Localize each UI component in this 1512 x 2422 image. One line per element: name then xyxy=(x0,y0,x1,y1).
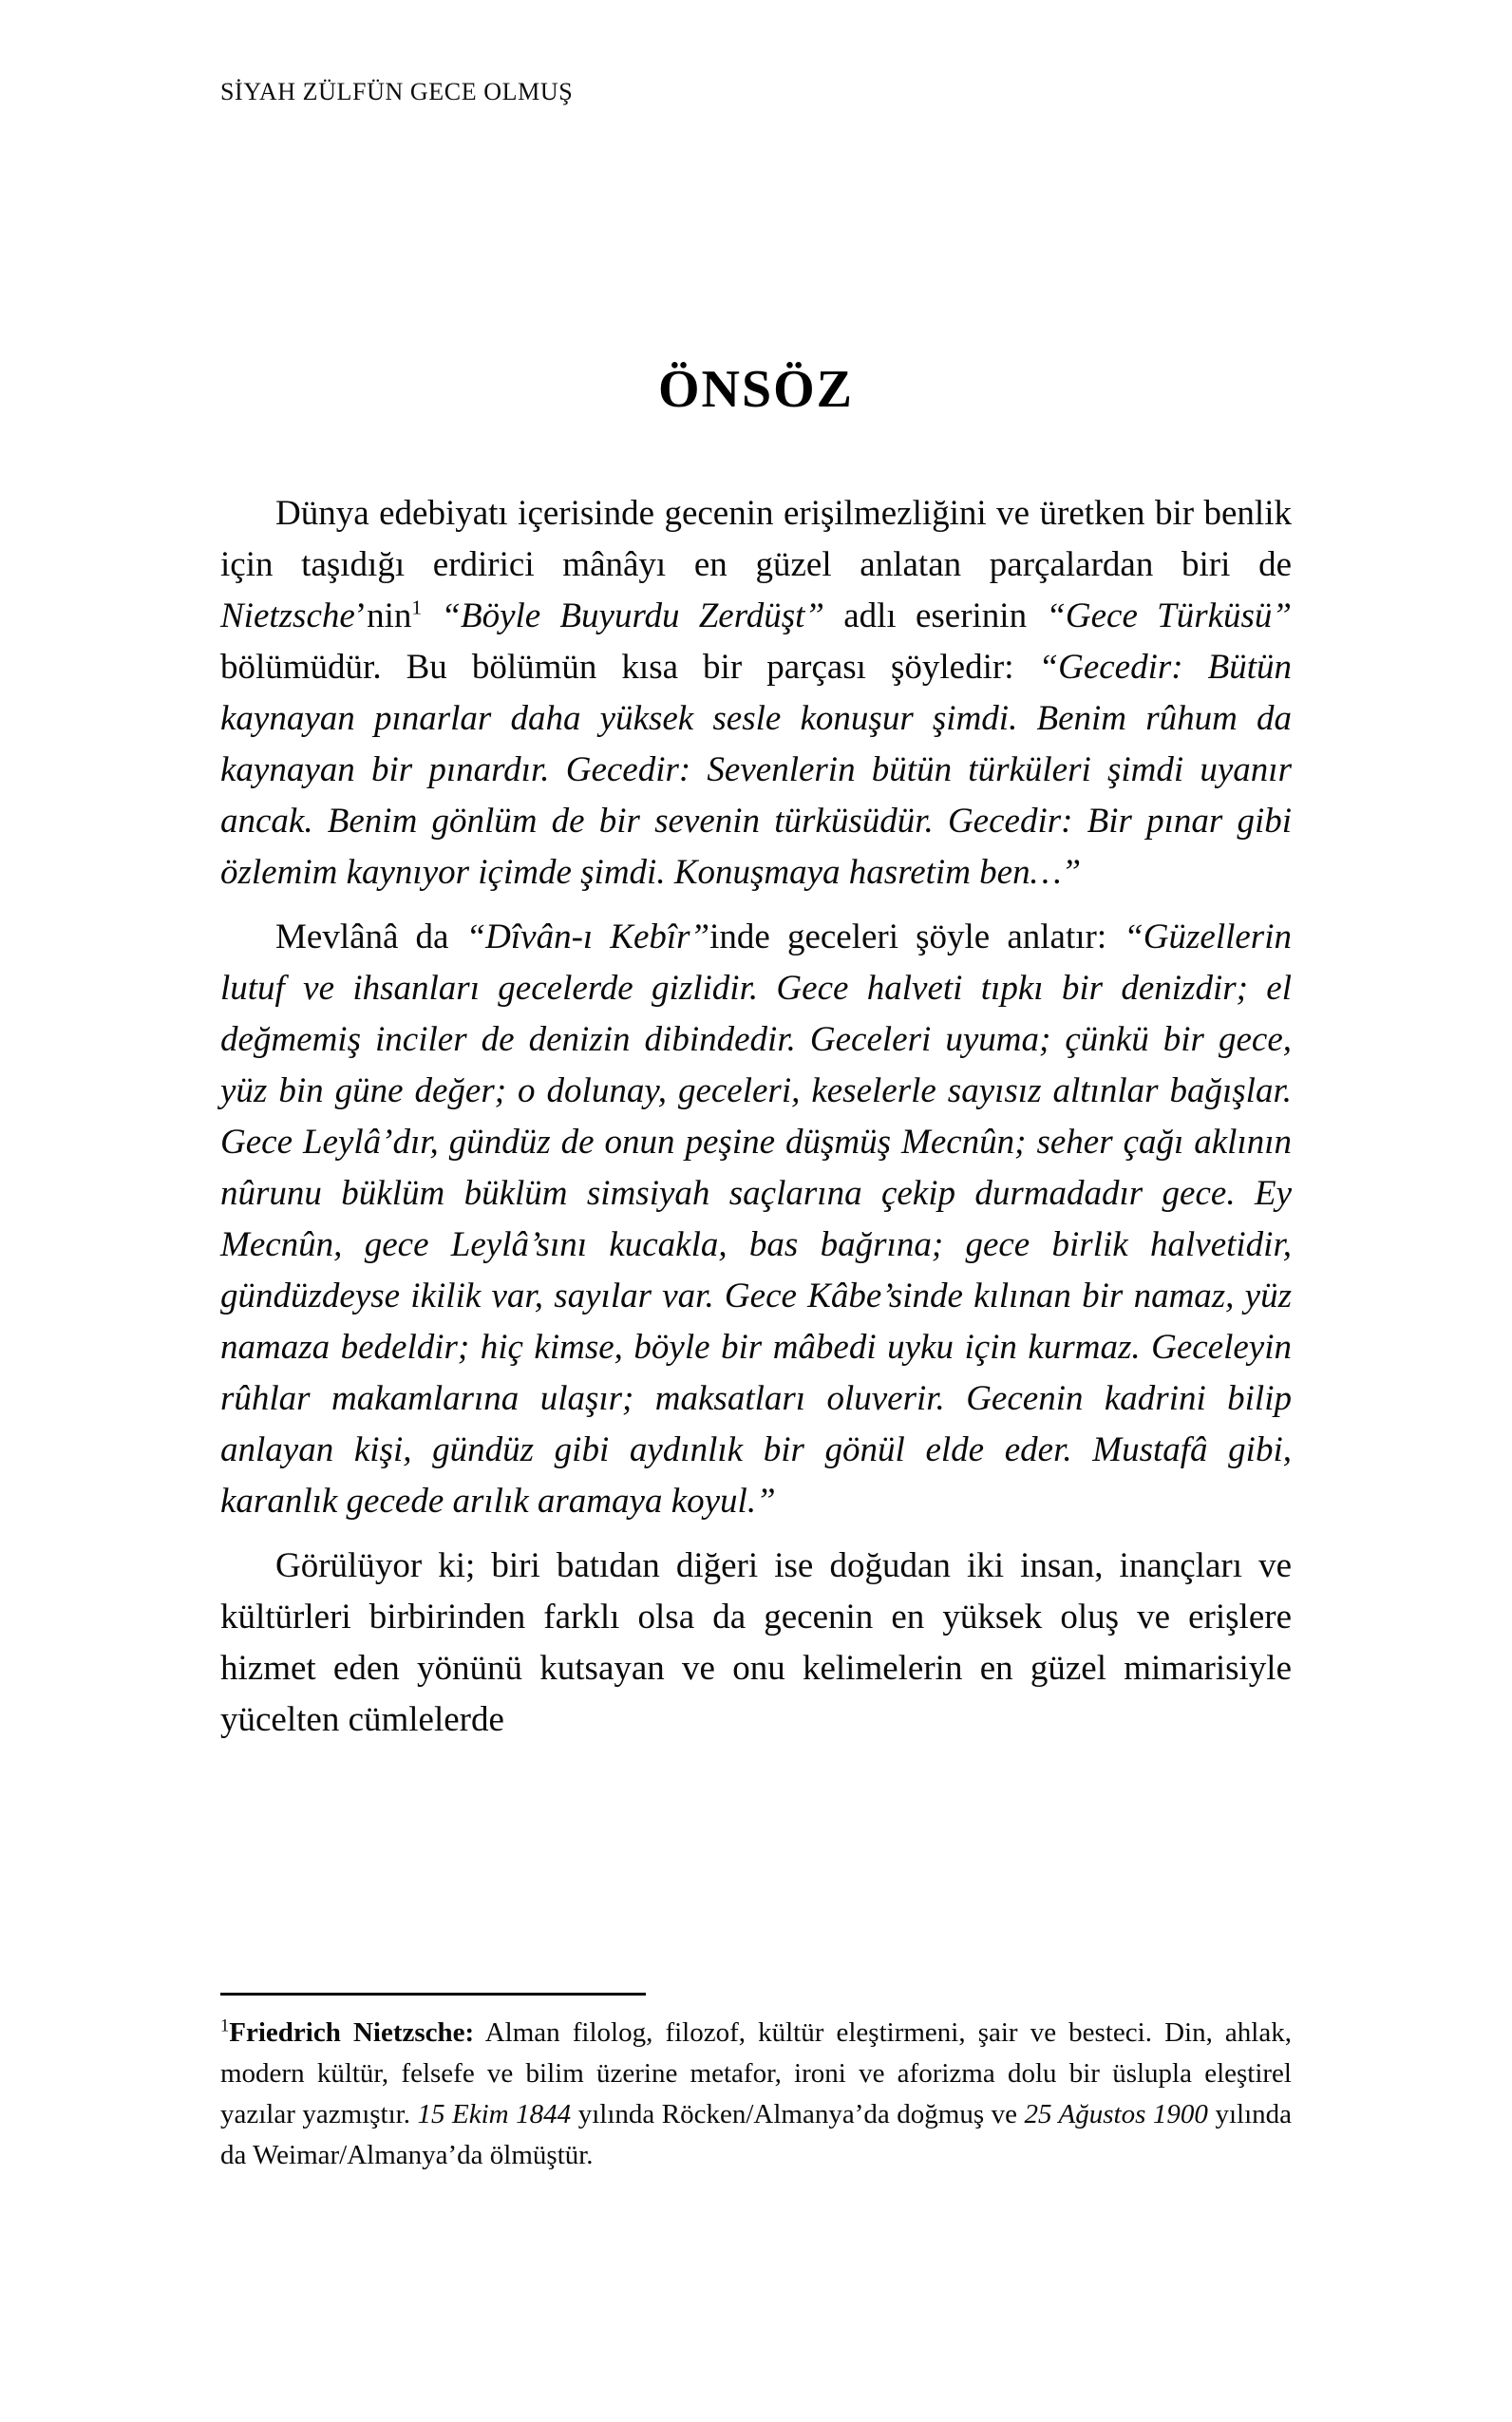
p3-segment-1: Görülüyor ki; biri batıdan diğeri ise doğudan iki insan, inançları ve kültürleri birbirinden farklı olsa da gecenin en yüksek oluş ve erişlere hizmet eden yönünü kutsayan ve onu kelimelerin en güzel mimarisiyle yücelten cümlelerde xyxy=(220,1545,1292,1739)
p1-author-name: Nietzsche xyxy=(220,596,355,635)
footnote-area xyxy=(220,1993,1292,2176)
p1-quotation: “Gecedir: Bütün kaynayan pınarlar daha yüksek sesle konuşur şimdi. Benim rûhum da kaynayan bir pınardır. Gecedir: Sevenlerin bütün türküleri şimdi uyanır ancak. Benim gönlüm de bir sevenin türküsüdür. Gecedir: Bir pınar gibi özlemim kaynıyor içimde şimdi. Konuşmaya hasretim ben…” xyxy=(220,647,1292,892)
p2-segment-3: inde geceleri şöyle anlatır: xyxy=(709,917,1125,956)
footnote-text xyxy=(220,2013,1292,2176)
paragraph-conclusion xyxy=(220,1541,1292,1746)
footnote-segment-3: yılında Röcken/Almanya’da doğmuş ve xyxy=(571,2099,1025,2129)
p1-book-title: “Böyle Buyurdu Zerdüşt” xyxy=(422,596,824,635)
page-title: ÖNSÖZ xyxy=(657,360,855,419)
footnote-birth-date: 15 Ekim 1844 xyxy=(417,2099,572,2129)
footnote-segment-1: Alman filolog, filozof, kültür eleştirmeni, şair ve besteci. Din, ahlak, modern kültür, felsefe ve bilim üzerine metafor, ironi ve aforizma dolu bir üslupla eleştirel yazılar yazmıştır. xyxy=(220,2017,1292,2129)
footnote-death-date: 25 Ağustos 1900 xyxy=(1024,2099,1208,2129)
p2-book-title: “Dîvân-ı Kebîr” xyxy=(465,917,710,956)
page-content xyxy=(220,361,1292,1748)
paragraph-intro xyxy=(220,488,1292,899)
p1-segment-3: ’nin xyxy=(354,596,412,635)
p2-segment-1: Mevlânâ da xyxy=(275,917,466,956)
p2-quotation: “Güzellerin lutuf ve ihsanları gecelerde gizlidir. Gece halveti tıpkı bir denizdir; el değmemiş inciler de denizin dibindedir. Geceleri uyuma; çünkü bir gece, yüz bin güne değer; o dolunay, geceleri, keselerle sayısız altınlar bağışlar. Gece Leylâ’dır, gündüz de onun peşine düşmüş Mecnûn; seher çağı aklının nûrunu büklüm büklüm simsiyah saçlarına çekip durmadadır gece. Ey Mecnûn, gece Leylâ’sını kucakla, bas bağrına; gece birlik halvetidir, gündüzdeyse ikilik var, sayılar var. Gece Kâbe’sinde kılınan bir namaz, yüz namaza bedeldir; hiç kimse, böyle bir mâbedi uyku için kurmaz. Geceleyin rûhlar makamlarına ulaşır; maksatları oluverir. Gecenin kadrini bilip anlayan kişi, gündüz gibi aydınlık bir gönül elde eder. Mustafâ gibi, karanlık gecede arılık aramaya koyul.” xyxy=(220,917,1292,1521)
p1-segment-1: Dünya edebiyatı içerisinde gecenin erişilmezliğini ve üretken bir benlik için taşıdığı erdirici mânâyı en güzel anlatan parçalardan biri de xyxy=(220,493,1292,584)
footnote-reference-marker[interactable]: 1 xyxy=(411,596,423,619)
footnote-number: 1 xyxy=(220,2015,230,2036)
paragraph-mevlana xyxy=(220,912,1292,1527)
footnote-separator-rule xyxy=(220,1993,646,1996)
footnote-lead-name: Friedrich Nietzsche: xyxy=(229,2017,475,2048)
footnote-segment-5: yılında da Weimar/Almanya’da ölmüştür. xyxy=(220,2099,1293,2170)
p1-chapter-title: “Gece Türküsü” xyxy=(1046,596,1292,635)
p1-segment-5: adlı eserinin xyxy=(824,596,1047,635)
p1-segment-7: bölümüdür. Bu bölümün kısa bir parçası şöyledir: xyxy=(220,647,1039,687)
running-head: SİYAH ZÜLFÜN GECE OLMUŞ xyxy=(220,78,574,105)
